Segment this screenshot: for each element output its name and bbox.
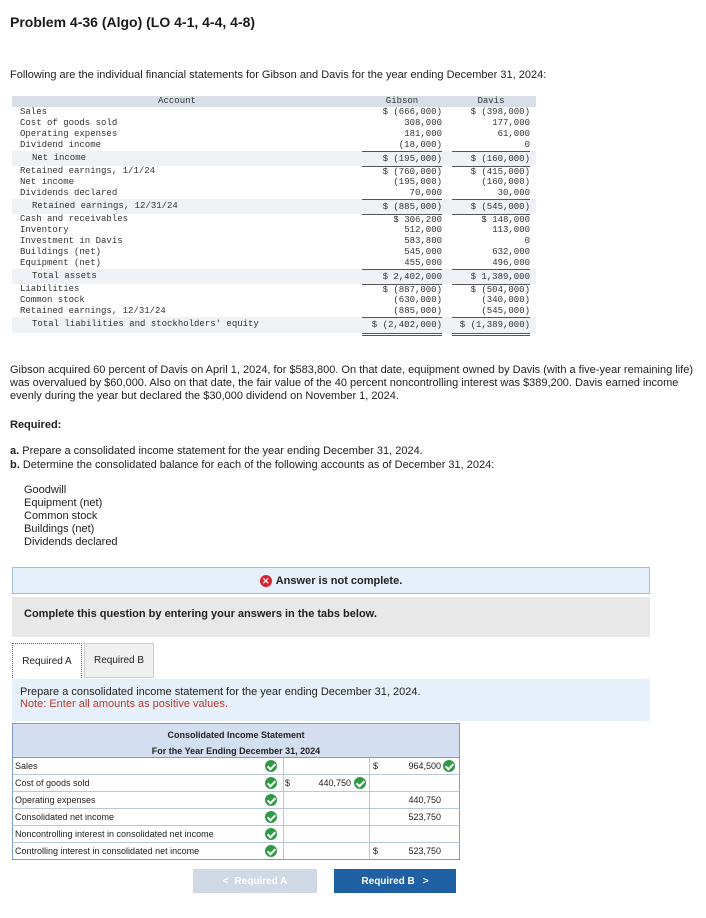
requirement-a-text: Prepare a consolidated income statement for the year ending December 31, 2024. [22,445,423,457]
davis-value: $ (160,000) [452,151,530,167]
col-gibson: Gibson [385,96,419,106]
intro-text: Following are the individual financial statements for Gibson and Davis for the year ending December 31, 2024: [10,69,547,81]
table-row [12,188,536,199]
gibson-value: 308,000 [404,118,442,128]
error-x-icon: ✕ [260,575,272,587]
row-label: Total assets [32,271,97,281]
statement-period: For the Year Ending December 31, 2024 [151,746,321,756]
panel-instruction: Prepare a consolidated income statement for the year ending December 31, 2024. [20,686,421,698]
table-row [12,295,536,306]
table-row [12,284,536,295]
table-row [12,225,536,236]
davis-value: $ (545,000) [452,199,530,215]
table-header [12,96,536,107]
statement-header [12,723,460,758]
amount-cell-1[interactable] [283,809,359,825]
gibson-value: (18,000) [398,140,442,150]
statement-label-controlling-interest[interactable]: Controlling interest in consolidated net income [15,846,200,856]
tab-bar [12,643,156,679]
cogs-amount-input[interactable]: 440,750 [318,778,351,788]
table-row [12,177,536,188]
gibson-value: 583,800 [404,236,442,246]
davis-value: $ (1,389,000) [452,317,530,336]
davis-value: (340,000) [481,295,530,305]
prev-button-label: Required A [234,875,288,887]
gibson-value: (885,000) [393,306,442,316]
table-row [12,151,536,166]
row-label: Common stock [20,295,85,305]
amount-cell-1[interactable] [283,843,359,859]
chevron-right-icon: > [422,875,429,887]
table-row [12,809,460,826]
tab-instructions-panel [12,679,650,721]
gibson-value: 70,000 [409,188,442,198]
row-label: Liabilities [20,284,80,294]
table-row [12,236,536,247]
row-label: Cost of goods sold [20,118,118,128]
davis-value: (545,000) [481,306,530,316]
list-item: Common stock [24,510,98,522]
row-label: Dividend income [20,140,102,150]
davis-value: 30,000 [497,188,530,198]
table-row [12,758,460,775]
financial-statements-table [12,96,536,333]
table-row [12,826,460,843]
table-row [12,214,536,225]
consolidated-income-statement [12,723,460,860]
instructions-box [12,597,650,637]
row-label: Sales [20,107,48,117]
statement-title: Consolidated Income Statement [167,730,305,740]
row-label: Operating expenses [20,129,118,139]
next-button-label: Required B [361,875,415,887]
currency-symbol: $ [285,778,291,788]
davis-value: 0 [524,236,530,246]
amount-cell-2[interactable] [369,826,459,842]
col-account: Account [158,96,196,106]
gibson-value: $ (666,000) [382,107,442,117]
davis-value: 61,000 [497,129,530,139]
next-required-b-button[interactable] [334,869,456,893]
gibson-value: 455,000 [404,258,442,268]
gibson-value: (195,000) [393,177,442,187]
answer-status-text: Answer is not complete. [275,574,403,587]
table-row [12,107,536,118]
requirement-b-text: Determine the consolidated balance for each of the following accounts as of December 31, 2024: [22,459,495,471]
chevron-left-icon: < [222,875,229,887]
row-label: Retained earnings, 12/31/24 [32,201,178,211]
requirement-b [10,459,494,471]
requirement-a [10,445,423,457]
gibson-value: (630,000) [393,295,442,305]
tab-required-b[interactable]: Required B [84,643,154,678]
table-row [12,306,536,317]
table-row [12,247,536,258]
instructions-text: Complete this question by entering your answers in the tabs below. [24,608,377,620]
controlling-interest-amount[interactable]: 523,750 [408,846,441,856]
amount-cell-1[interactable] [283,792,359,808]
table-row [12,129,536,140]
davis-value: (160,000) [481,177,530,187]
currency-symbol: $ [373,761,379,771]
list-item: Goodwill [24,484,67,496]
required-heading: Required: [10,419,62,431]
davis-value: 632,000 [492,247,530,257]
davis-value: 177,000 [492,118,530,128]
statement-label-nci[interactable]: Noncontrolling interest in consolidated net income [15,829,214,839]
consolidated-net-income-amount[interactable]: 523,750 [408,812,441,822]
row-label: Buildings (net) [20,247,102,257]
gibson-value: $ (195,000) [362,151,442,167]
requirement-b-prefix: b. [10,459,20,471]
sales-amount-input[interactable]: 964,500 [408,761,441,771]
row-label: Retained earnings, 1/1/24 [20,166,156,176]
table-row [12,269,536,284]
davis-value: $ 148,000 [452,214,530,226]
tab-required-a[interactable]: Required A [12,643,82,678]
table-row [12,792,460,809]
davis-value: 496,000 [492,258,530,268]
davis-value: 0 [524,140,530,150]
table-row [12,199,536,214]
gibson-value: $ (885,000) [362,199,442,215]
table-row [12,317,536,333]
list-item: Dividends declared [24,536,118,548]
amount-cell-2[interactable] [369,775,459,791]
table-row [12,166,536,177]
problem-paragraph: Gibson acquired 60 percent of Davis on April 1, 2024, for $583,800. On that date, equipment owned by Davis (with a five-year remaining life) was overvalued by $60,000. Also on that date, the fair value of the 40 percent noncontrolling interest was $389,200. Davis earned income evenly during the year but declared the $30,000 dividend on November 1, 2024. [10,364,693,402]
currency-symbol: $ [373,846,379,856]
row-label: Cash and receivables [20,214,129,224]
row-label: Net income [32,153,87,163]
page-title: Problem 4-36 (Algo) (LO 4-1, 4-4, 4-8) [10,14,256,30]
operating-expenses-amount[interactable]: 440,750 [408,795,441,805]
gibson-value: 545,000 [404,247,442,257]
davis-value: $ (504,000) [452,284,530,296]
table-row [12,775,460,792]
answer-status-bar [12,567,650,594]
row-label: Net income [20,177,75,187]
gibson-value: $ 306,200 [362,214,442,226]
statement-label-sales[interactable]: Sales [15,761,38,771]
davis-value: $ (398,000) [470,107,530,117]
row-label: Total liabilities and stockholders' equity [32,319,259,329]
gibson-value: 512,000 [404,225,442,235]
row-label: Retained earnings, 12/31/24 [20,306,166,316]
gibson-value: $ (2,402,000) [362,317,442,336]
amount-cell-1[interactable] [283,758,359,774]
row-label: Investment in Davis [20,236,123,246]
statement-label-consolidated-net-income[interactable]: Consolidated net income [15,812,115,822]
davis-value: 113,000 [492,225,530,235]
row-label: Equipment (net) [20,258,102,268]
gibson-value: 181,000 [404,129,442,139]
col-davis: Davis [477,96,505,106]
table-row [12,843,460,860]
list-item: Buildings (net) [24,523,95,535]
account-list [24,484,118,549]
prev-required-a-button[interactable] [193,869,317,893]
check-icon [265,845,277,862]
table-row [12,140,536,151]
list-item: Equipment (net) [24,497,103,509]
gibson-value: $ (887,000) [362,284,442,296]
statement-label-operating-expenses[interactable]: Operating expenses [15,795,96,805]
table-row [12,258,536,269]
gibson-value: $ (760,000) [362,166,442,178]
panel-note: Note: Enter all amounts as positive values. [20,698,228,710]
gibson-value: $ 2,402,000 [362,269,442,285]
row-label: Inventory [20,225,69,235]
davis-value: $ 1,389,000 [452,269,530,285]
row-label: Dividends declared [20,188,118,198]
davis-value: $ (415,000) [452,166,530,178]
requirement-a-prefix: a. [10,445,20,457]
statement-label-cogs[interactable]: Cost of goods sold [15,778,90,788]
amount-cell-1[interactable] [283,826,359,842]
table-row [12,118,536,129]
